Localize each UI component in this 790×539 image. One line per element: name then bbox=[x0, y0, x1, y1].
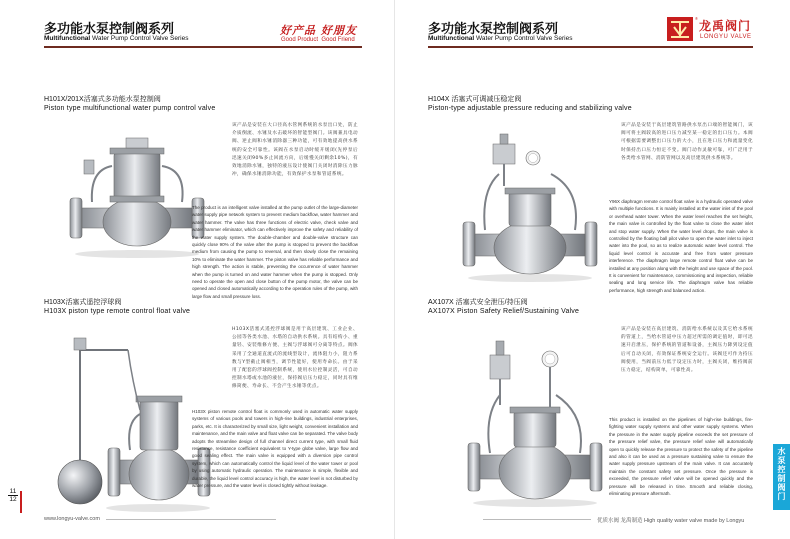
right-header-title-en-rest: Water Pump Control Valve Series bbox=[474, 35, 573, 42]
section-h103x-heading bbox=[44, 298, 344, 316]
slogan-cn: 好产品 好朋友 bbox=[280, 24, 357, 37]
brand-name-cn: 龙禹阀门 bbox=[699, 19, 752, 33]
section-h103x-title-en: H103X piston type remote control float valve bbox=[44, 308, 191, 315]
left-header-title-en-bold: Multifunctional bbox=[44, 35, 91, 42]
page-number-left: 11 bbox=[9, 488, 17, 495]
page-number-accent bbox=[20, 491, 22, 513]
section-h104x-desc-en: Y96X diaphragm remote control float valve is a hydraulic operated valve with multiple functions. It is mainly installed at the water inlet of the pool or overhead water tower. When the water level reaches the set height, the main valve is controlled by the float valve to close the water inlet and stop water supply. When the water level drops, the main valve is controlled by the floating ball pilot valve to open the water inlet to inject water into the pool, so as to realize automatic water level control. The liquid level control is accurate and free from water pressure interference. The diaphragm large remote control float valve can be installed at any position along with the height and use space of the pool. It is convenient for maintenance, commissioning and inspection, reliable sealing and long service life. The diaphragm valve has reliable performance, high strength and balanced action. bbox=[609, 199, 753, 293]
h104x-valve-image bbox=[455, 130, 605, 285]
section-h104x-desc-cn: 该产品是安装于高层建筑管路供水泵出口端的智能阀门，该阀可将主阀较高的进口压力减至某一稳定的出口压力。本阀可根据需要调整出口压力的大小，且在进口压力和流量变化时保持出口压力恒定不变。阀门动作灵敏可靠，可广泛用于各类给水管网、消防管网以及高层建筑供水系统等。 bbox=[621, 123, 753, 161]
section-h104x-heading bbox=[428, 95, 748, 113]
section-ax107x-heading bbox=[428, 298, 748, 316]
section-h101x-title-cn: H101X/201X活塞式多功能水泵控制阀 bbox=[44, 96, 161, 103]
h101x-valve-image bbox=[62, 130, 212, 260]
brand-name-en: LONGYU VALVE bbox=[700, 34, 752, 40]
page-number-block bbox=[6, 488, 20, 503]
section-h101x-heading bbox=[44, 95, 344, 113]
left-header-title-en-rest: Water Pump Control Valve Series bbox=[90, 35, 189, 42]
left-header-title-cn: 多功能水泵控制阀系列 bbox=[44, 22, 175, 37]
section-ax107x-title-en: AX107X Piston Safety Relief/Sustaining Valve bbox=[428, 308, 580, 315]
side-tab-label: 水泵控制阀门 bbox=[777, 447, 786, 501]
section-h103x-desc-en: H103X piston remote control float is commonly used in automatic water supply systems of various pools and towers in high-rise buildings, industrial enterprises, parks, etc. It is characterized by small size, light weight, convenient installation and maintenance, and the main valve and float valve can be separated. The valve body adopts the streamline design of full channel direct current type, with small fluid resistance, resistance coefficient equivalent to Y-type globe valve, large flow and good sealing effect. The main valve is equipped with a diversion pipe control system, which can automatically control the liquid level of the water tower or pool by using automatic hydraulic operation. The maintenance is simple, flexible and durable, the liquid level control accuracy is high, the water level is not disturbed by water pressure, and the water level is closed tightly without leakage. bbox=[192, 409, 358, 489]
brand-logo-icon bbox=[667, 17, 693, 41]
section-h104x-title-en: Piston-type adjustable pressure reducing and stabilizing valve bbox=[428, 105, 632, 112]
slogan-en-1: Good Product bbox=[281, 37, 319, 43]
brand-registered-mark: ® bbox=[695, 16, 698, 21]
right-page bbox=[395, 0, 790, 539]
right-header-title-en-bold: Multifunctional bbox=[428, 35, 475, 42]
left-header-rule bbox=[44, 46, 362, 48]
right-header-rule bbox=[428, 46, 753, 48]
section-ax107x-desc-en: This product is installed on the pipelines of high-rise buildings, fire-fighting water supply systems and other water supply systems. When the pressure in the water supply pipeline exceeds the set pressure of the pressure relief valve, the pressure relief valve will automatically open to quickly release the pressure to protect the safety of the pipeline and also it can be used as a pressure sustaining valve to ensure the water supply pressure upstream of the main valve. It can accurately maintain the constant safety set pressure. Once the pressure is exceeded, the pressure relief valve will be opened quickly and the pressure will be released in time. Smooth and reliable closing, eliminating pressure aftermath. bbox=[609, 417, 753, 497]
section-h101x-title-en: Piston type multifunctional water pump control valve bbox=[44, 105, 216, 112]
right-header-title-en bbox=[428, 35, 572, 42]
right-footer-rule bbox=[483, 519, 591, 520]
side-tab-water-pump-valves[interactable] bbox=[773, 444, 790, 510]
page-number-right: 12 bbox=[9, 496, 17, 503]
left-footer-rule bbox=[106, 519, 276, 520]
section-h104x-title-cn: H104X 活塞式可调减压稳定阀 bbox=[428, 96, 522, 103]
right-header-title-cn: 多功能水泵控制阀系列 bbox=[428, 22, 559, 37]
slogan-en-2: Good Friend bbox=[321, 37, 355, 43]
section-h103x-title-cn: H103X活塞式遥控浮球阀 bbox=[44, 299, 122, 306]
section-ax107x-title-cn: AX107X 活塞式安全泄压/持压阀 bbox=[428, 299, 528, 306]
section-h101x-desc-en: The product is an intelligent valve installed at the pump outlet of the large-diameter water supply pipe network system to prevent medium backflow, water hammer and water hammer. The valve has three functions of electric valve, check valve and water hammer eliminator, which can effectively improve the safety and reliability of the water supply system. The double-chamber and double-valve structure can quickly close 90% of the valve after the pump is stopped to prevent the backflow medium from causing the pump to reversal, and then slowly close the remaining 10% to eliminate the water hammer. The piston valve has reliable performance and high strength. The action is stable, preventing the occurrence of water hammer when the pump is turned on and water hammer when the pump is stopped. Only need to operate the open and close button of the pump motor, the valve can be opened and closed automatically according to the operation rules of the pump, with large flow and small pressure loss. bbox=[192, 205, 358, 299]
section-h101x-desc-cn: 该产品是安装在大口径高水管网系统的水泵出口处，防止介质倒流、水锤及水击破坏的智能型阀门。该阀兼具电动阀、逆止阀和水锤消除器三种功能，可有效地提高供水系统的安全可靠性。该阀在水泵启动时缓开缓闭(先停泵后迅速关闭90%多止回流方向，后缓慢关闭剩余10%)，有效地消除水锤，独特的液压设计使阀门关闭时消除压力脉冲，确保水锤消除功能，有效保护水泵和管道系统。 bbox=[232, 123, 358, 178]
section-ax107x-desc-cn: 该产品是安装在高层建筑、消防给水系统以及其它给水系统的管道上，当给水管道中压力超过所需的调定值时，即可迅速开启泄压，保护系统的管道和设备，主阀压力降到设定值后可自动关闭，有效保证系统安全运行。该阀还可作为持压阀使用，当阀前压力低于设定压力时，主阀关闭，维持阀前压力稳定，结构简单，可靠性高。 bbox=[621, 327, 753, 374]
footer-tagline: 优质水阀 龙禹制造 High quality water valve made by Longyu bbox=[597, 518, 745, 524]
ax107x-valve-image bbox=[450, 335, 610, 510]
left-header-title-en bbox=[44, 35, 188, 42]
footer-url[interactable]: www.longyu-valve.com bbox=[44, 516, 100, 522]
slogan-en bbox=[281, 37, 355, 43]
section-h103x-desc-cn: H103X活塞式遥控浮球阀是用于高层建筑、工业企业、公园等各类水池、水塔的自动供水系统。具有结构小、重量轻、安装维修方便、主阀与浮球阀可分离等特点。阀体采用了全通道直流式的流线型设计，流体阻力小，阻力系数与Y型截止阀相当，调节性能好，使用寿命长。由于采用了配套的浮球阀控制系统，使用水位控制灵活，可自动控制水塔或水池的液位，保持阀后压力稳定，同时具有维修简便、寿命长、不会产生水锤等优点。 bbox=[232, 327, 358, 390]
